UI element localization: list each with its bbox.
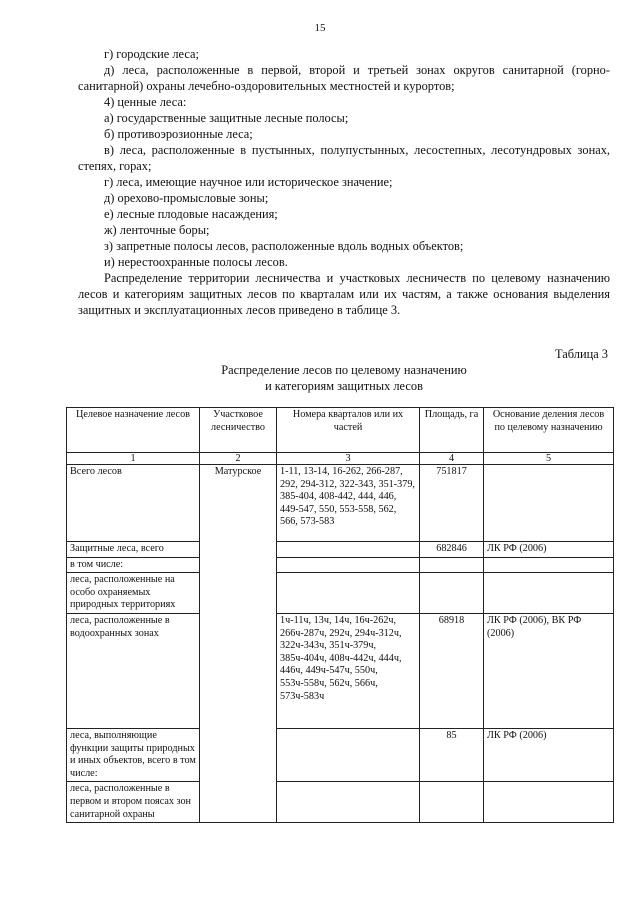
paragraph: д) леса, расположенные в первой, второй и третьей зонах округов санитарной (горно-санитарной) охраны лечебно-оздоровительных местностей и курортов; bbox=[78, 63, 610, 93]
quarters-cell bbox=[277, 557, 420, 573]
table-label: Таблица 3 bbox=[555, 347, 608, 361]
area-cell: 68918 bbox=[420, 613, 484, 728]
table-row bbox=[67, 782, 614, 823]
header-cell: Основание деления лесов по целевому назначению bbox=[484, 408, 614, 453]
area-cell: 682846 bbox=[420, 542, 484, 558]
paragraph: д) орехово-промысловые зоны; bbox=[104, 191, 269, 205]
purpose-cell: леса, расположенные на особо охраняемых природных территориях bbox=[67, 573, 200, 614]
table-row bbox=[67, 542, 614, 558]
paragraph: е) лесные плодовые насаждения; bbox=[104, 207, 278, 221]
paragraph: г) леса, имеющие научное или историческое значение; bbox=[104, 175, 393, 189]
page-number: 15 bbox=[314, 22, 326, 34]
column-number: 4 bbox=[420, 453, 484, 465]
body-text bbox=[78, 46, 610, 318]
table-row bbox=[67, 557, 614, 573]
forest-distribution-table bbox=[66, 407, 614, 823]
header-cell: Номера кварталов или их частей bbox=[277, 408, 420, 453]
purpose-cell: леса, выполняющие функции защиты природных и иных объектов, всего в том числе: bbox=[67, 728, 200, 781]
area-cell bbox=[420, 573, 484, 614]
paragraph: и) нерестоохранные полосы лесов. bbox=[104, 255, 288, 269]
column-number: 1 bbox=[67, 453, 200, 465]
quarters-cell bbox=[277, 542, 420, 558]
paragraph: б) противоэрозионные леса; bbox=[104, 127, 253, 141]
paragraph: ж) ленточные боры; bbox=[104, 223, 210, 237]
area-cell: 85 bbox=[420, 728, 484, 781]
basis-cell: ЛК РФ (2006) bbox=[484, 542, 614, 558]
paragraph: з) запретные полосы лесов, расположенные вдоль водных объектов; bbox=[104, 239, 464, 253]
quarters-cell: 1ч-11ч, 13ч, 14ч, 16ч-262ч, 266ч-287ч, 292ч, 294ч-312ч, 322ч-343ч, 351ч-379ч, 385ч-404ч, 408ч-442ч, 444ч, 446ч, 449ч-547ч, 550ч, 553ч-558ч, 562ч, 566ч, 573ч-583ч bbox=[277, 613, 420, 728]
table-row bbox=[67, 465, 614, 542]
column-number: 3 bbox=[277, 453, 420, 465]
quarters-cell bbox=[277, 573, 420, 614]
column-number-row bbox=[67, 453, 614, 465]
basis-cell bbox=[484, 573, 614, 614]
table-header-row bbox=[67, 408, 614, 453]
forestry-cell: Матурское bbox=[200, 465, 277, 823]
purpose-cell: леса, расположенные в водоохранных зонах bbox=[67, 613, 200, 728]
purpose-cell: Всего лесов bbox=[67, 465, 200, 542]
header-cell: Площадь, га bbox=[420, 408, 484, 453]
purpose-cell: в том числе: bbox=[67, 557, 200, 573]
area-cell: 751817 bbox=[420, 465, 484, 542]
quarters-cell bbox=[277, 728, 420, 781]
basis-cell bbox=[484, 557, 614, 573]
basis-cell bbox=[484, 782, 614, 823]
paragraph: Распределение территории лесничества и участковых лесничеств по целевому назначению лесов и категориям защитных лесов по кварталам или их частям, а также основания выделения защитных и эксплуатационных лесов приведено в таблице 3. bbox=[78, 271, 610, 317]
paragraph: а) государственные защитные лесные полосы; bbox=[104, 111, 349, 125]
header-cell: Целевое назначение лесов bbox=[67, 408, 200, 453]
header-cell: Участковое лесничество bbox=[200, 408, 277, 453]
basis-cell: ЛК РФ (2006) bbox=[484, 728, 614, 781]
purpose-cell: Защитные леса, всего bbox=[67, 542, 200, 558]
paragraph: 4) ценные леса: bbox=[104, 95, 187, 109]
basis-cell bbox=[484, 465, 614, 542]
column-number: 5 bbox=[484, 453, 614, 465]
purpose-cell: леса, расположенные в первом и втором поясах зон санитарной охраны bbox=[67, 782, 200, 823]
table-row bbox=[67, 728, 614, 781]
table-row bbox=[67, 613, 614, 728]
basis-cell: ЛК РФ (2006), ВК РФ (2006) bbox=[484, 613, 614, 728]
table-title bbox=[78, 362, 610, 394]
paragraph: г) городские леса; bbox=[104, 47, 199, 61]
area-cell bbox=[420, 782, 484, 823]
paragraph: в) леса, расположенные в пустынных, полупустынных, лесостепных, лесотундровых зонах, степях, горах; bbox=[78, 143, 610, 173]
area-cell bbox=[420, 557, 484, 573]
quarters-cell: 1-11, 13-14, 16-262, 266-287, 292, 294-312, 322-343, 351-379, 385-404, 408-442, 444, 446, 449-547, 550, 553-558, 562, 566, 573-583 bbox=[277, 465, 420, 542]
table-title-line: Распределение лесов по целевому назначению bbox=[221, 363, 467, 377]
quarters-cell bbox=[277, 782, 420, 823]
column-number: 2 bbox=[200, 453, 277, 465]
table-row bbox=[67, 573, 614, 614]
table-title-line: и категориям защитных лесов bbox=[265, 379, 423, 393]
